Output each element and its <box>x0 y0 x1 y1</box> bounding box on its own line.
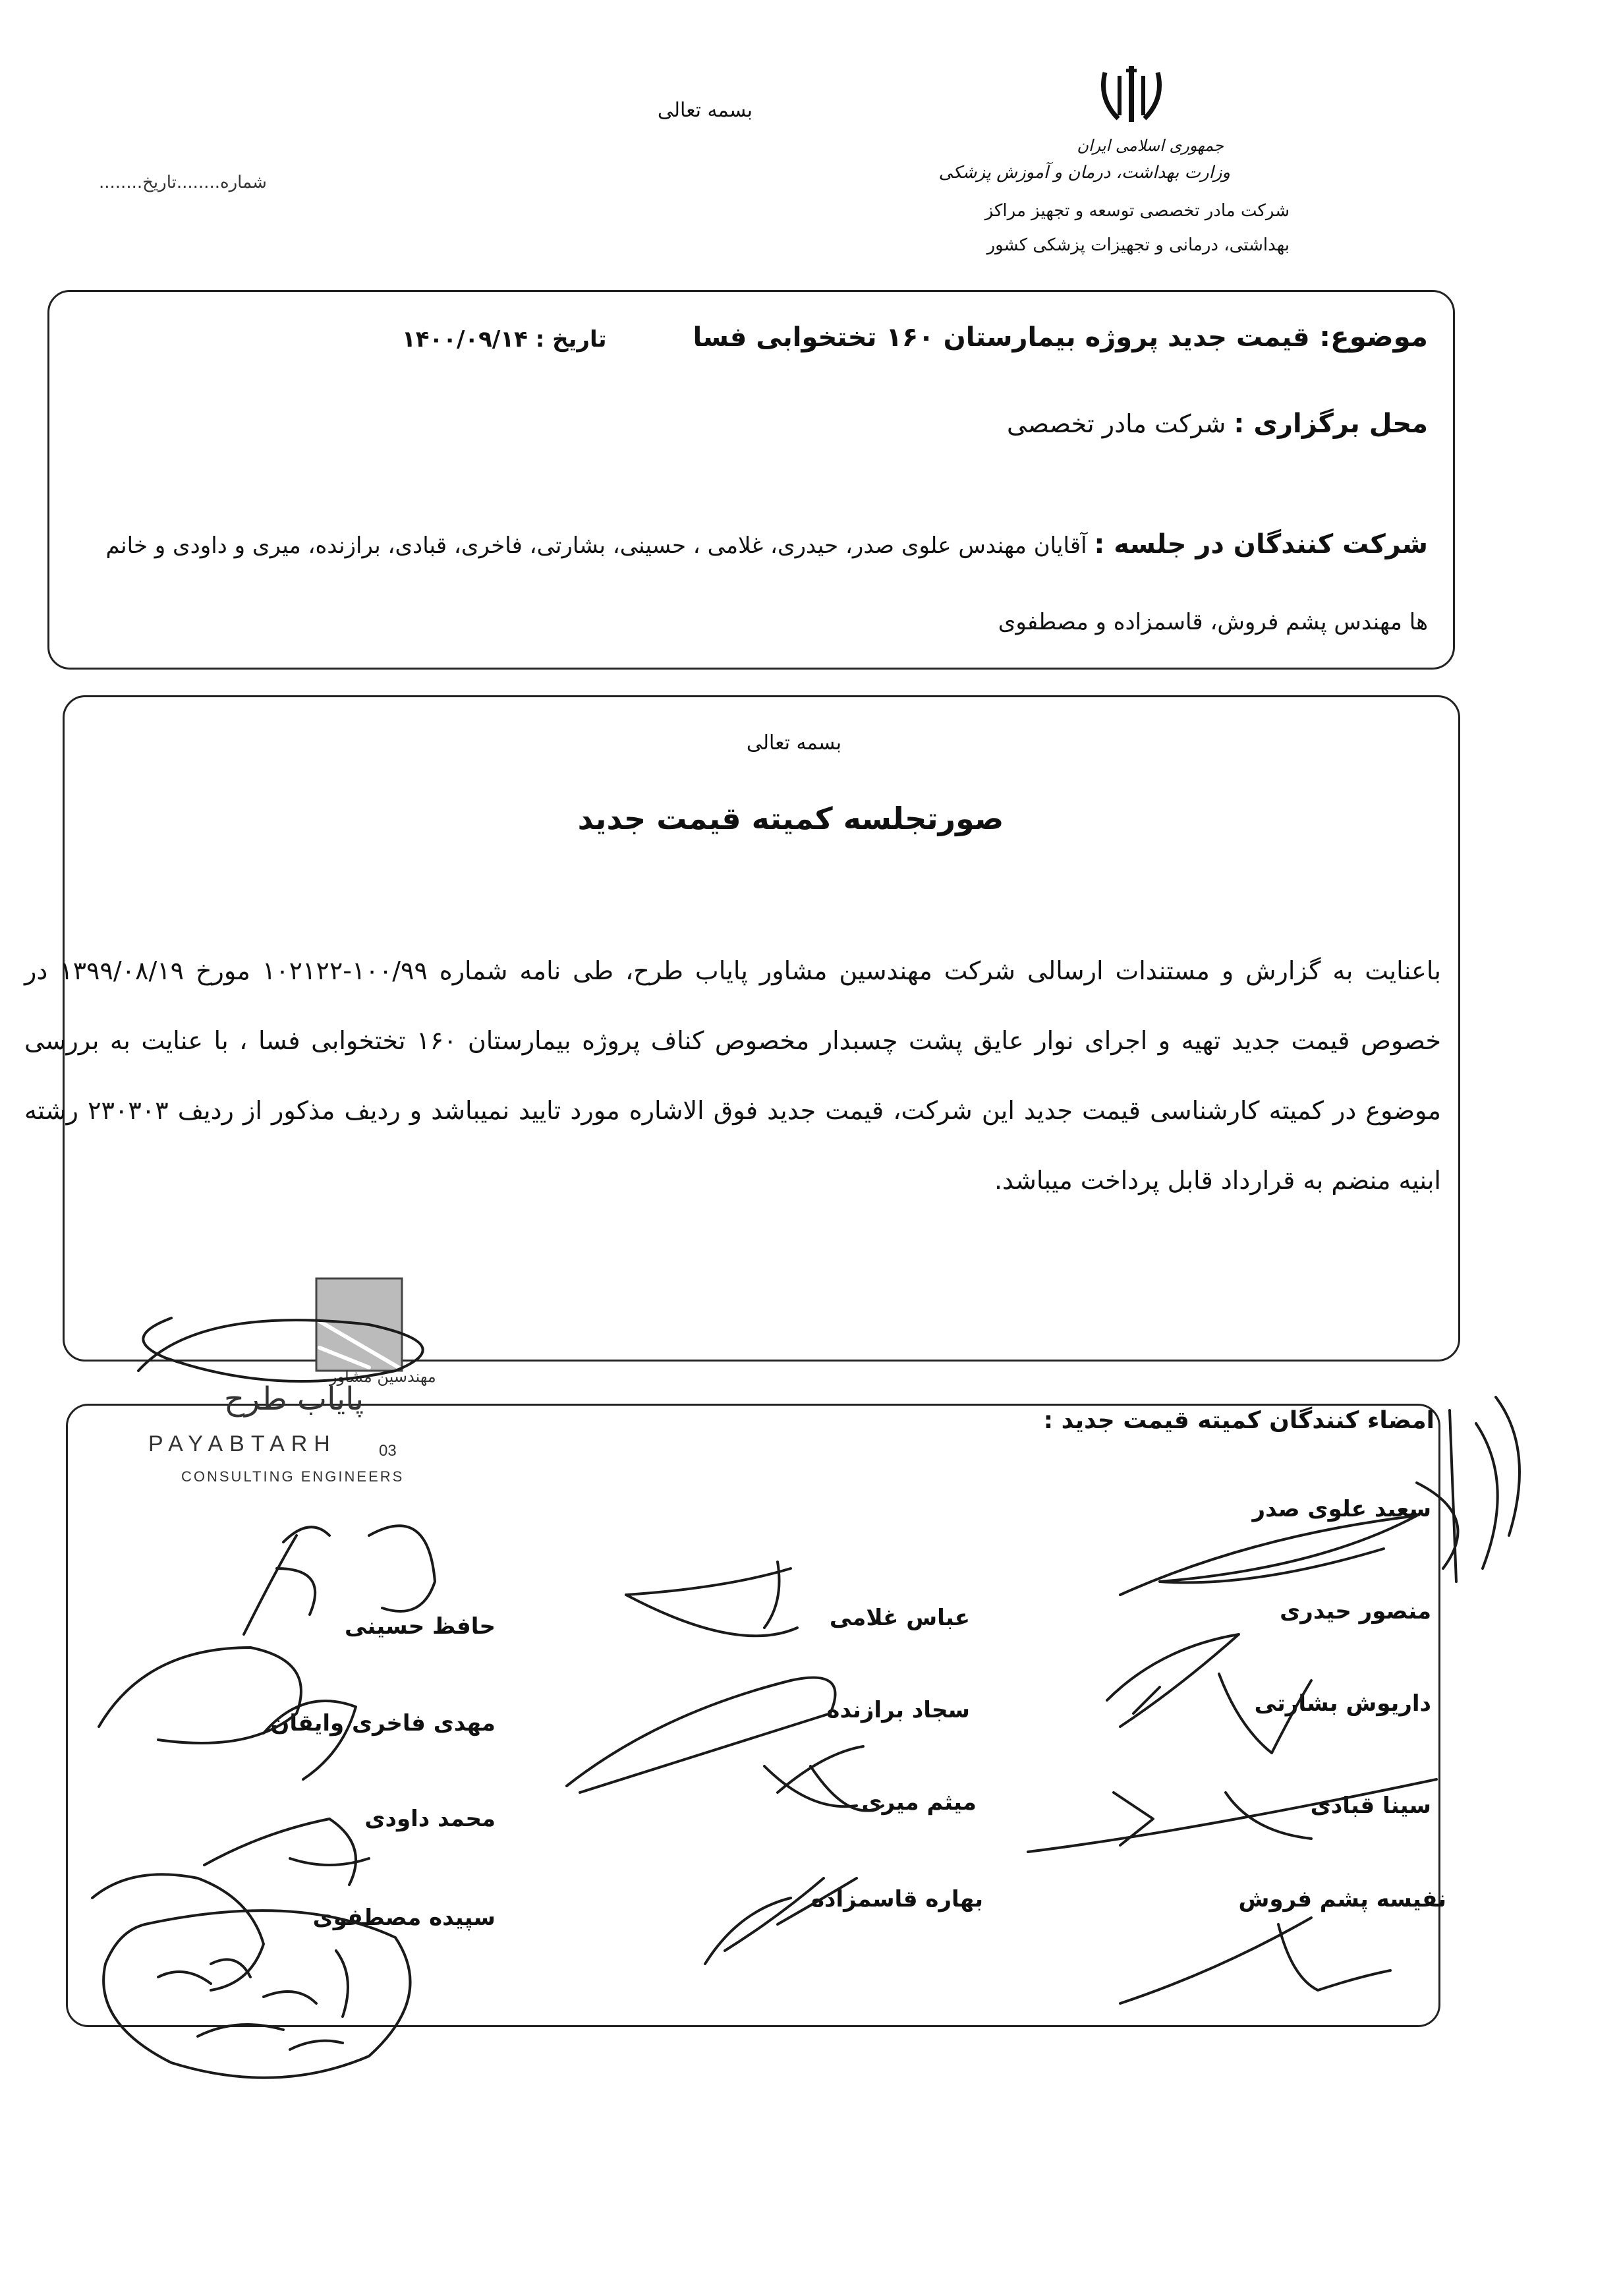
signer-name: میثم میری <box>861 1789 977 1816</box>
signer-name: سعید علوی صدر <box>1252 1496 1431 1522</box>
subject-value: قیمت جدید پروژه بیمارستان ۱۶۰ تختخوابی فسا <box>693 322 1310 353</box>
signer-name: بهاره قاسمزاده <box>810 1886 983 1912</box>
org-line-2: بهداشتی، درمانی و تجهیزات پزشکی کشور <box>986 235 1290 255</box>
consultant-stamp-fa: پایاب طرح <box>224 1381 364 1418</box>
date-label: تاریخ : <box>535 326 607 353</box>
minutes-title: صورتجلسه کمیته قیمت جدید <box>577 801 1004 836</box>
attendees-label: شرکت کنندگان در جلسه : <box>1094 529 1428 560</box>
signer-name: نفیسه پشم فروش <box>1238 1886 1446 1912</box>
header-basmala: بسمه تعالی <box>657 99 753 122</box>
signers-heading: امضاء کنندگان کمیته قیمت جدید : <box>1043 1407 1434 1434</box>
consultant-stamp-code: 03 <box>379 1442 397 1460</box>
venue-label: محل برگزاری : <box>1234 409 1428 439</box>
signer-name: سینا قبادی <box>1310 1793 1431 1819</box>
body-basmala: بسمه تعالی <box>746 732 842 755</box>
signer-name: حافظ حسینی <box>344 1613 496 1640</box>
subject-label: موضوع: <box>1319 320 1428 353</box>
minutes-paragraph: باعنایت به گزارش و مستندات ارسالی شرکت مهندسین مشاور پایاب طرح، طی نامه شماره ۱۰۰/۹۹-۱۰۲۱۲۲ مورخ ۱۳۹۹/۰۸/۱۹ در خصوص قیمت جدید تهیه و اجرای نوار عایق پشت چسبدار مخصوص کناف پروژه بیمارستان ۱۶۰ تختخوابی فسا ، با عنایت به بررسی موضوع در کمیته کارشناسی قیمت جدید این شرکت، قیمت جدید فوق الاشاره مورد تایید نمیباشد و ردیف مذکور از ردیف ۲۳۰۳۰۳ رشته ابنیه منضم به قرارداد قابل پرداخت میباشد. <box>24 956 1442 1195</box>
signer-name: عباس غلامی <box>829 1605 970 1631</box>
org-line-1: شرکت مادر تخصصی توسعه و تجهیز مراکز <box>984 201 1290 221</box>
logo-line-1: جمهوری اسلامی ایران <box>1077 136 1224 155</box>
signer-name: مهدی فاخری وایقان <box>270 1710 496 1736</box>
consultant-stamp-en: PAYABTARH <box>148 1431 337 1456</box>
date-value: ۱۴۰۰/۰۹/۱۴ <box>402 326 528 353</box>
signer-name: داریوش بشارتی <box>1254 1690 1431 1717</box>
logo-line-2: وزارت بهداشت، درمان و آموزش پزشکی <box>938 163 1230 183</box>
consultant-stamp-small: مهندسین مشاور <box>329 1367 436 1386</box>
signer-name: منصور حیدری <box>1280 1598 1431 1624</box>
attendees-value: آقایان مهندس علوی صدر، حیدری، غلامی ، حسینی، بشارتی، فاخری، قبادی، برازنده، میری و داودی و خانم ها مهندس پشم فروش، قاسمزاده و مصطفوی <box>105 532 1428 635</box>
number-date-line: شماره........تاریخ........ <box>99 173 267 192</box>
signer-name: محمد داودی <box>364 1806 496 1832</box>
signer-name: سپیده مصطفوی <box>312 1905 496 1931</box>
consultant-stamp-en-sub: CONSULTING ENGINEERS <box>181 1468 405 1485</box>
signer-name: سجاد برازنده <box>826 1697 970 1723</box>
venue-value: شرکت مادر تخصصی <box>1007 409 1226 438</box>
